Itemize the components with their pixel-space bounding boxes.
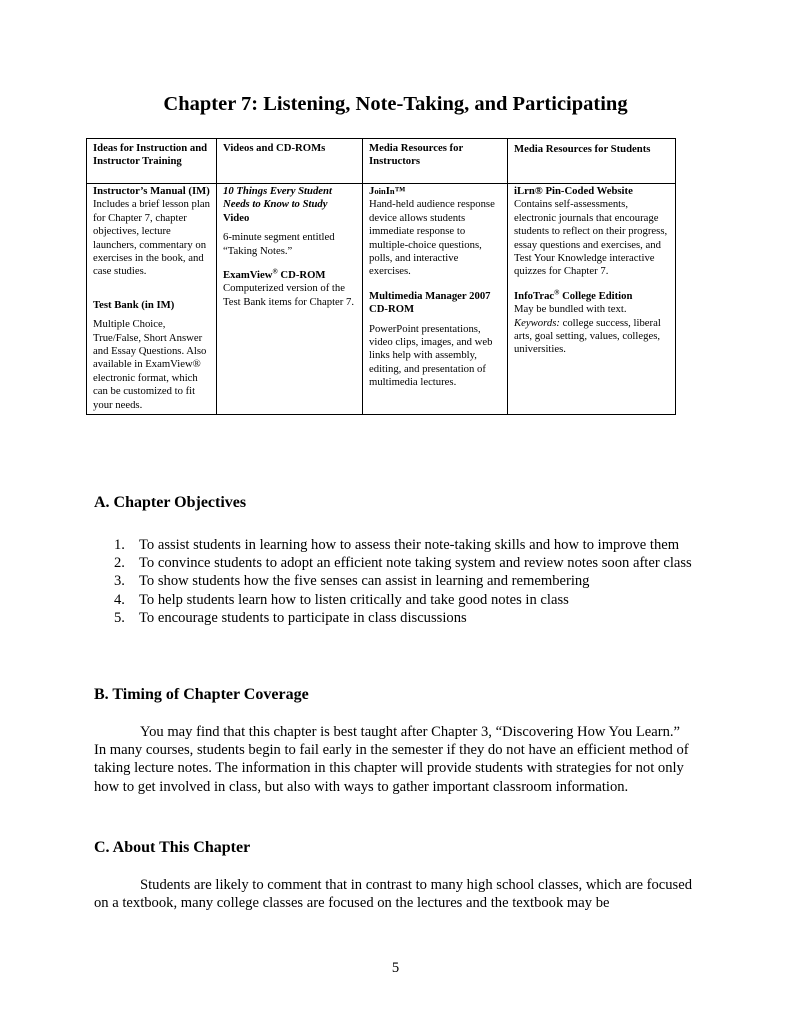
cell-videos xyxy=(217,184,363,415)
test-bank-text: Multiple Choice, True/False, Short Answer and Essay Questions. Also available in ExamView® electronic format, which can be customized to fit your needs. xyxy=(93,318,207,411)
examview-title: ExamView® CD-ROM xyxy=(223,267,326,282)
instructors-manual-text: Includes a brief lesson plan for Chapter 7, chapter objectives, lecture launchers, commentary on exercises in the book, and case studies. xyxy=(93,198,210,278)
page-title: Chapter 7: Listening, Note-Taking, and Participating xyxy=(163,93,628,115)
cell-media-students xyxy=(508,184,676,415)
keywords-text: Keywords: college success, liberal arts, goal setting, values, colleges, universities. xyxy=(514,316,661,356)
examview-text: Computerized version of the Test Bank items for Chapter 7. xyxy=(223,282,355,308)
list-item: 3. To show students how the five senses can assist in learning and remembering xyxy=(114,573,590,590)
video-title: 10 Things Every Student Needs to Know to Study xyxy=(223,185,332,211)
ilrn-text: Contains self-assessments, electronic journals that encourage students to reflect on their progress, essay questions and exercises, and Test Your Knowledge interactive quizzes for Chapter 7. xyxy=(514,198,668,278)
section-a-heading: A. Chapter Objectives xyxy=(94,494,247,511)
resources-table xyxy=(86,138,676,415)
list-item: 1. To assist students in learning how to assess their note-taking skills and how to improve them xyxy=(114,537,680,553)
test-bank-title: Test Bank (in IM) xyxy=(93,298,175,311)
section-b-paragraph: You may find that this chapter is best taught after Chapter 3, “Discovering How You Learn.” In many courses, students begin to fail early in the semester if they do not have an efficient method of taking lecture notes. The information in this chapter will provide students with strategies for not only how to get involved in class, but also with ways to gather important classroom information. xyxy=(94,724,689,795)
joinin-title: JoinIn™ xyxy=(369,185,406,197)
list-item: 2. To convince students to adopt an efficient note taking system and review notes soon after class xyxy=(114,555,692,572)
infotrac-text: May be bundled with text. xyxy=(514,303,627,316)
video-word: Video xyxy=(223,211,250,224)
cell-instruction xyxy=(87,184,217,415)
list-item: 5. To encourage students to participate in class discussions xyxy=(114,609,467,626)
section-b-heading: B. Timing of Chapter Coverage xyxy=(94,686,309,703)
section-c-heading: C. About This Chapter xyxy=(94,839,251,856)
list-item: 4. To help students learn how to listen critically and take good notes in class xyxy=(114,591,569,608)
header-videos-cd-roms: Videos and CD-ROMs xyxy=(217,139,363,184)
objectives-list xyxy=(94,536,694,627)
joinin-text: Hand-held audience response device allows students immediate response to multiple-choice questions, polls, and interactive exercises. xyxy=(369,198,495,278)
instructors-manual-title: Instructor’s Manual (IM) xyxy=(93,185,210,197)
table-header-row xyxy=(87,139,676,184)
multimedia-manager-text: PowerPoint presentations, video clips, images, and web links help with assembly, editing, and presentation of multimedia lectures. xyxy=(369,322,493,389)
section-c-paragraph: Students are likely to comment that in contrast to many high school classes, which are focused on a textbook, many college classes are focused on the lectures and the textbook may be xyxy=(94,877,692,912)
multimedia-manager-title: Multimedia Manager 2007 CD-ROM xyxy=(369,289,491,316)
ilrn-title: iLrn® Pin-Coded Website xyxy=(514,185,633,197)
cell-media-instructors xyxy=(363,184,508,415)
header-media-instructors: Media Resources for Instructors xyxy=(363,139,508,184)
infotrac-title: InfoTrac® College Edition xyxy=(514,288,633,302)
header-ideas-for-instruction: Ideas for Instruction and Instructor Training xyxy=(87,139,217,184)
video-text: 6-minute segment entitled “Taking Notes.” xyxy=(223,231,335,257)
page-number: 5 xyxy=(391,960,400,976)
table-row xyxy=(87,184,676,415)
header-media-students: Media Resources for Students xyxy=(508,139,676,184)
